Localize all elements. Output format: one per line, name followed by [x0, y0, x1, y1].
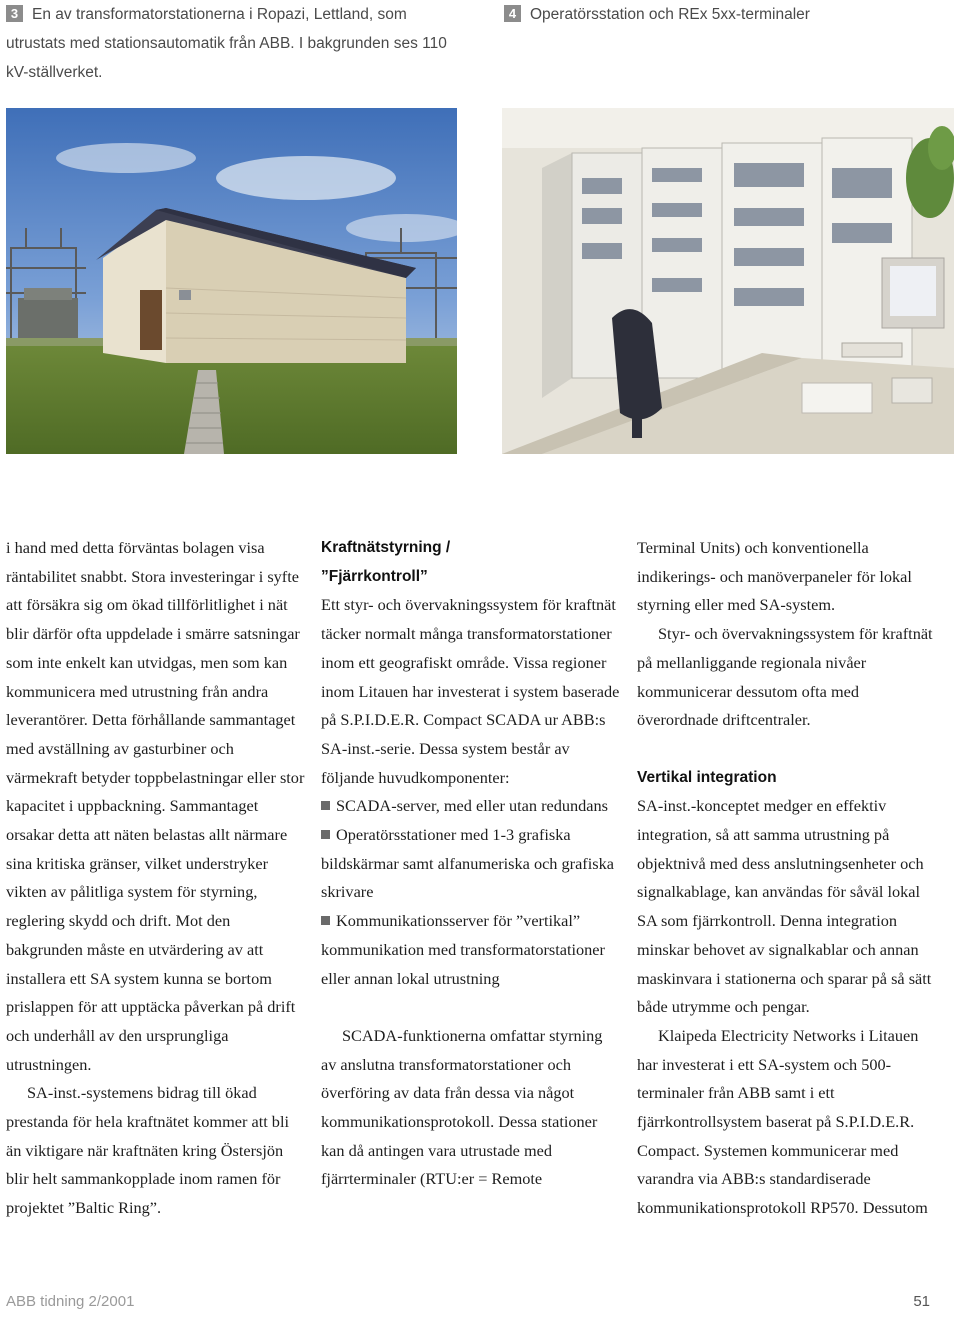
text-column-1: [6, 534, 306, 1223]
body-paragraph: Ett styr- och övervakningssystem för kraftnät täcker normalt många transformatorstationer inom ett geografiskt område. Vissa regioner inom Litauen har investerat i system baserade på S.P.I.D.E.R. Compact SCADA ur ABB:s SA-inst.-serie. Dessa system består av följande huvudkomponenter:: [321, 595, 620, 787]
footer-publication: ABB tidning 2/2001: [6, 1293, 135, 1310]
body-paragraph: Styr- och övervakningssystem för kraftnät på mellanliggande regionala nivåer kommunicerar dessutom ofta med överordnade driftcentraler.: [637, 624, 933, 730]
figure-number-badge: 4: [504, 5, 521, 22]
figure-caption-text: En av transformatorstationerna i Ropazi, Lettland, som utrustats med stationsautomatik från ABB. I bakgrunden ses 110 kV-ställverket.: [6, 6, 447, 81]
bullet-item: [321, 907, 621, 993]
body-paragraph: i hand med detta förväntas bolagen visa räntabilitet snabbt. Stora investeringar i syfte att försäkra sig om ökad tillförlitlighet i nät blir därför ofta uppdelade i smärre satsningar som inte enkelt kan utvidgas, men som kan kommunicera med utrustning från andra leverantörer. Detta förhållande sammantaget med avställning av gasturbiner och värmekraft betyder toppbelastningar eller stor kapacitet i uppbackning. Sammantaget orsakar detta att näten belastas allt närmare sina kritiska gränser, vilket understryker vikten av pålitliga system för styrning, reglering skydd och drift. Mot den bakgrunden måste en utvärdering av att installera ett SA system kunna se bortom prislappen för att upptäcka påverkan på drift och underhåll av den ursprungliga utrustningen.: [6, 538, 305, 1074]
figure-caption-4: [504, 0, 954, 29]
bullet-text: Kommunikationsserver för ”vertikal” kommunikation med transformatorstationer eller annan lokal utrustning: [321, 911, 605, 988]
figure-caption-text: Operatörsstation och REx 5xx-terminaler: [530, 6, 810, 23]
square-bullet-icon: [321, 801, 330, 810]
page-number: 51: [913, 1293, 930, 1310]
figure-number-badge: 3: [6, 5, 23, 22]
square-bullet-icon: [321, 830, 330, 839]
square-bullet-icon: [321, 916, 330, 925]
section-heading: Vertikal integration: [637, 768, 777, 786]
body-paragraph: Klaipeda Electricity Networks i Litauen har investerat i ett SA-system och 500-terminaler från ABB samt i ett fjärrkontrollsystem baserat på S.P.I.D.E.R. Compact. Systemen kommunicerar med varandra via ABB:s standardiserade kommunikationsprotokoll RP570. Dessutom: [637, 1025, 928, 1218]
body-paragraph: SA-inst.-systemens bidrag till ökad prestanda för hela kraftnätet kommer att bli än viktigare när kraftnäten kring Östersjön blir helt sammankopplade inom ramen för projektet ”Baltic Ring”.: [6, 1083, 289, 1218]
bullet-text: SCADA-server, med eller utan redundans: [336, 796, 608, 816]
text-column-3: [637, 534, 942, 1223]
bullet-item: [321, 821, 621, 907]
text-column-2: [321, 534, 621, 1194]
body-paragraph: SA-inst.-konceptet medger en effektiv integration, så att samma utrustning på objektnivå med dess anslutningsenheter och signalkablage, kan användas för såväl lokal SA som fjärrkontroll. Denna integration minskar behovet av signalkablar och annan maskinvara i stationerna och sparar på så sätt både utrymme och pengar.: [637, 796, 932, 1017]
body-paragraph: SCADA-funktionerna omfattar styrning av anslutna transformatorstationer och överföring av data från dessa via något kommunikationsprotokoll. Dessa stationer kan då antingen vara utrustade med fjärrterminaler (RTU:er = Remote: [321, 1025, 603, 1189]
bullet-text: Operatörsstationer med 1-3 grafiska bildskärmar samt alfanumeriska och grafiska skrivare: [321, 825, 614, 902]
bullet-item: [321, 792, 621, 821]
operator-station-photo: [502, 108, 954, 454]
section-heading-line-2: ”Fjärrkontroll”: [321, 567, 428, 585]
transformer-station-photo: [6, 108, 457, 454]
body-paragraph: Terminal Units) och konventionella indikerings- och manöverpaneler för lokal styrning eller med SA-system.: [637, 538, 912, 615]
figure-caption-3: [6, 0, 456, 87]
section-heading-line-1: Kraftnätstyrning /: [321, 539, 451, 556]
